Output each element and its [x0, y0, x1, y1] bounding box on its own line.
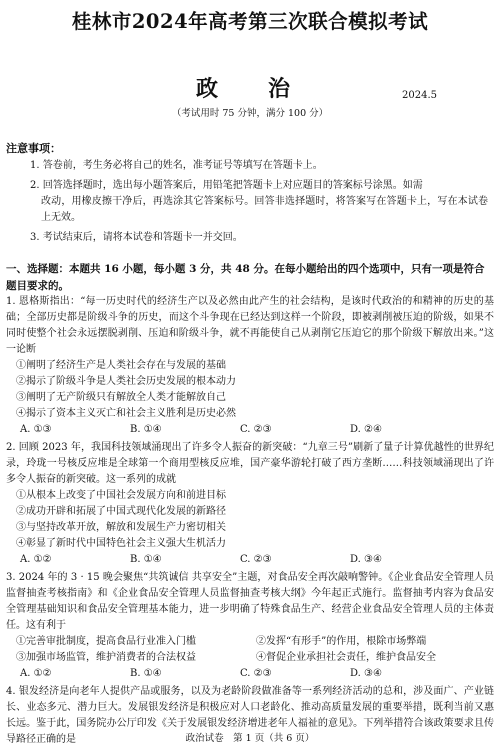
choice-b: B. ①④	[130, 554, 162, 565]
option-row	[6, 650, 494, 666]
notice-item-continuation: 改动，用橡皮擦干净后，再选涂其它答案标号。回答非选择题时，将答案写在答题卡上，写在本试卷上无效。	[41, 196, 488, 223]
option-statement: ③加强市场监管，维护消费者的合法权益	[16, 652, 196, 663]
exam-title: 桂林市2024年高考第三次联合模拟考试	[71, 10, 429, 33]
question-stem: 1. 恩格斯指出：“每一历史时代的经济生产以及必然由此产生的社会结构，是该时代政治的和精神的历史的基础；全部历史都是阶级斗争的历史，而这个斗争现在已经达到这样一个阶段，即被剥削被压迫的阶级，如果不同时使整个社会永远摆脱剥削、压迫和阶级斗争，就不再能使自己从剥削它压迫它的那个阶级下解放出来。”这一论断	[6, 296, 494, 355]
option-statement: ①完善审批制度，提高食品行业准入门槛	[16, 636, 196, 647]
notice-item-text: 1. 答卷前，考生务必将自己的姓名，准考证号等填写在答题卡上。	[30, 160, 323, 171]
notice-heading: 注意事项：	[6, 142, 61, 155]
exam-date: 2024.5	[402, 90, 437, 101]
exam-duration-info: （考试用时 75 分钟，满分 100 分）	[171, 108, 329, 119]
option-row	[6, 634, 494, 650]
question-3	[6, 570, 494, 682]
choice-c: C. ②③	[240, 424, 272, 435]
answer-choices	[6, 552, 494, 568]
option-statement: ①阐明了经济生产是人类社会存在与发展的基础	[16, 360, 226, 371]
answer-choices	[6, 422, 494, 438]
notice-item-text: 2. 回答选择题时，选出每小题答案后，用铅笔把答题卡上对应题目的答案标号涂黑。如需	[30, 180, 423, 191]
question-list	[6, 294, 494, 750]
question-1	[6, 294, 494, 438]
section-header: 一、选择题：本题共 16 小题，每小题 3 分，共 48 分。在每小题给出的四个选项中，只有一项是符合题目要求的。	[6, 263, 485, 292]
choice-d: D. ③④	[350, 554, 382, 565]
choice-d: D. ③④	[350, 668, 382, 679]
question-stem: 2. 回顾 2023 年，我国科技领域涌现出了许多令人振奋的新突破：“九章三号”刷新了量子计算优越性的世界纪录，玲珑一号核反应堆是全球第一个商用型核反应堆，国产豪华游轮打破了西方垄断……科技领域涌现出了许多令人振奋的新突破。这一系列的成就	[6, 442, 494, 485]
option-statement: ②成功开辟和拓展了中国式现代化发展的新路径	[16, 506, 226, 517]
choice-a: A. ①③	[20, 424, 52, 435]
choice-d: D. ②④	[350, 424, 382, 435]
option-statement: ④彰显了新时代中国特色社会主义强大生机活力	[16, 538, 226, 549]
notice-list	[30, 158, 488, 250]
option-statement: ②揭示了阶级斗争是人类社会历史发展的根本动力	[16, 376, 236, 387]
choice-b: B. ①④	[130, 668, 162, 679]
question-stem: 3. 2024 年的 3 · 15 晚会聚焦“共筑诚信 共享安全”主题，对食品安全再次敲响警钟。《企业食品安全管理人员监督抽查考核指南》和《企业食品安全管理人员监督抽查考核大纲》今年起正式施行。监督抽考内容为食品安全管理基础知识和食品安全管理基本能力，进一步明确了特殊食品生产、经营企业食品安全管理人员的主体责任。这有利于	[6, 572, 494, 631]
page-footer: 政治试卷 第 1 页（共 6 页）	[185, 733, 315, 744]
choice-c: C. ②③	[240, 668, 272, 679]
option-statement: ③阐明了无产阶级只有解放全人类才能解放自己	[16, 392, 226, 403]
choice-a: A. ①②	[20, 554, 52, 565]
option-statement: ②发挥“有形手”的作用，根除市场弊端	[256, 636, 427, 647]
choice-a: A. ①②	[20, 668, 52, 679]
option-statement: ④督促企业承担社会责任，维护食品安全	[256, 652, 436, 663]
question-2	[6, 440, 494, 568]
answer-choices	[6, 666, 494, 682]
notice-item-text: 3. 考试结束后，请将本试卷和答题卡一并交回。	[30, 232, 243, 243]
option-statement: ①从根本上改变了中国社会发展方向和前进目标	[16, 490, 226, 501]
notice-item	[30, 178, 488, 226]
subject-title: 政 治	[195, 76, 304, 102]
choice-b: B. ①④	[130, 424, 162, 435]
option-statement: ③与坚持改革开放，解放和发展生产力密切相关	[16, 522, 226, 533]
notice-item	[30, 230, 488, 246]
choice-c: C. ②③	[240, 554, 272, 565]
option-statement: ④揭示了资本主义灭亡和社会主义胜利是历史必然	[16, 408, 236, 419]
question-stem: 4. 银发经济是向老年人提供产品或服务，以及为老龄阶段做准备等一系列经济活动的总和，涉及面广、产业链长、业态多元、潜力巨大。发展银发经济是积极应对人口老龄化、推动高质量发展的重要举措，既利当前又惠长远。鉴于此，国务院办公厅印发《关于发展银发经济增进老年人福祉的意见》。下列举措符合该政策要求且传导路径正确的是	[6, 686, 494, 745]
notice-item	[30, 158, 488, 174]
